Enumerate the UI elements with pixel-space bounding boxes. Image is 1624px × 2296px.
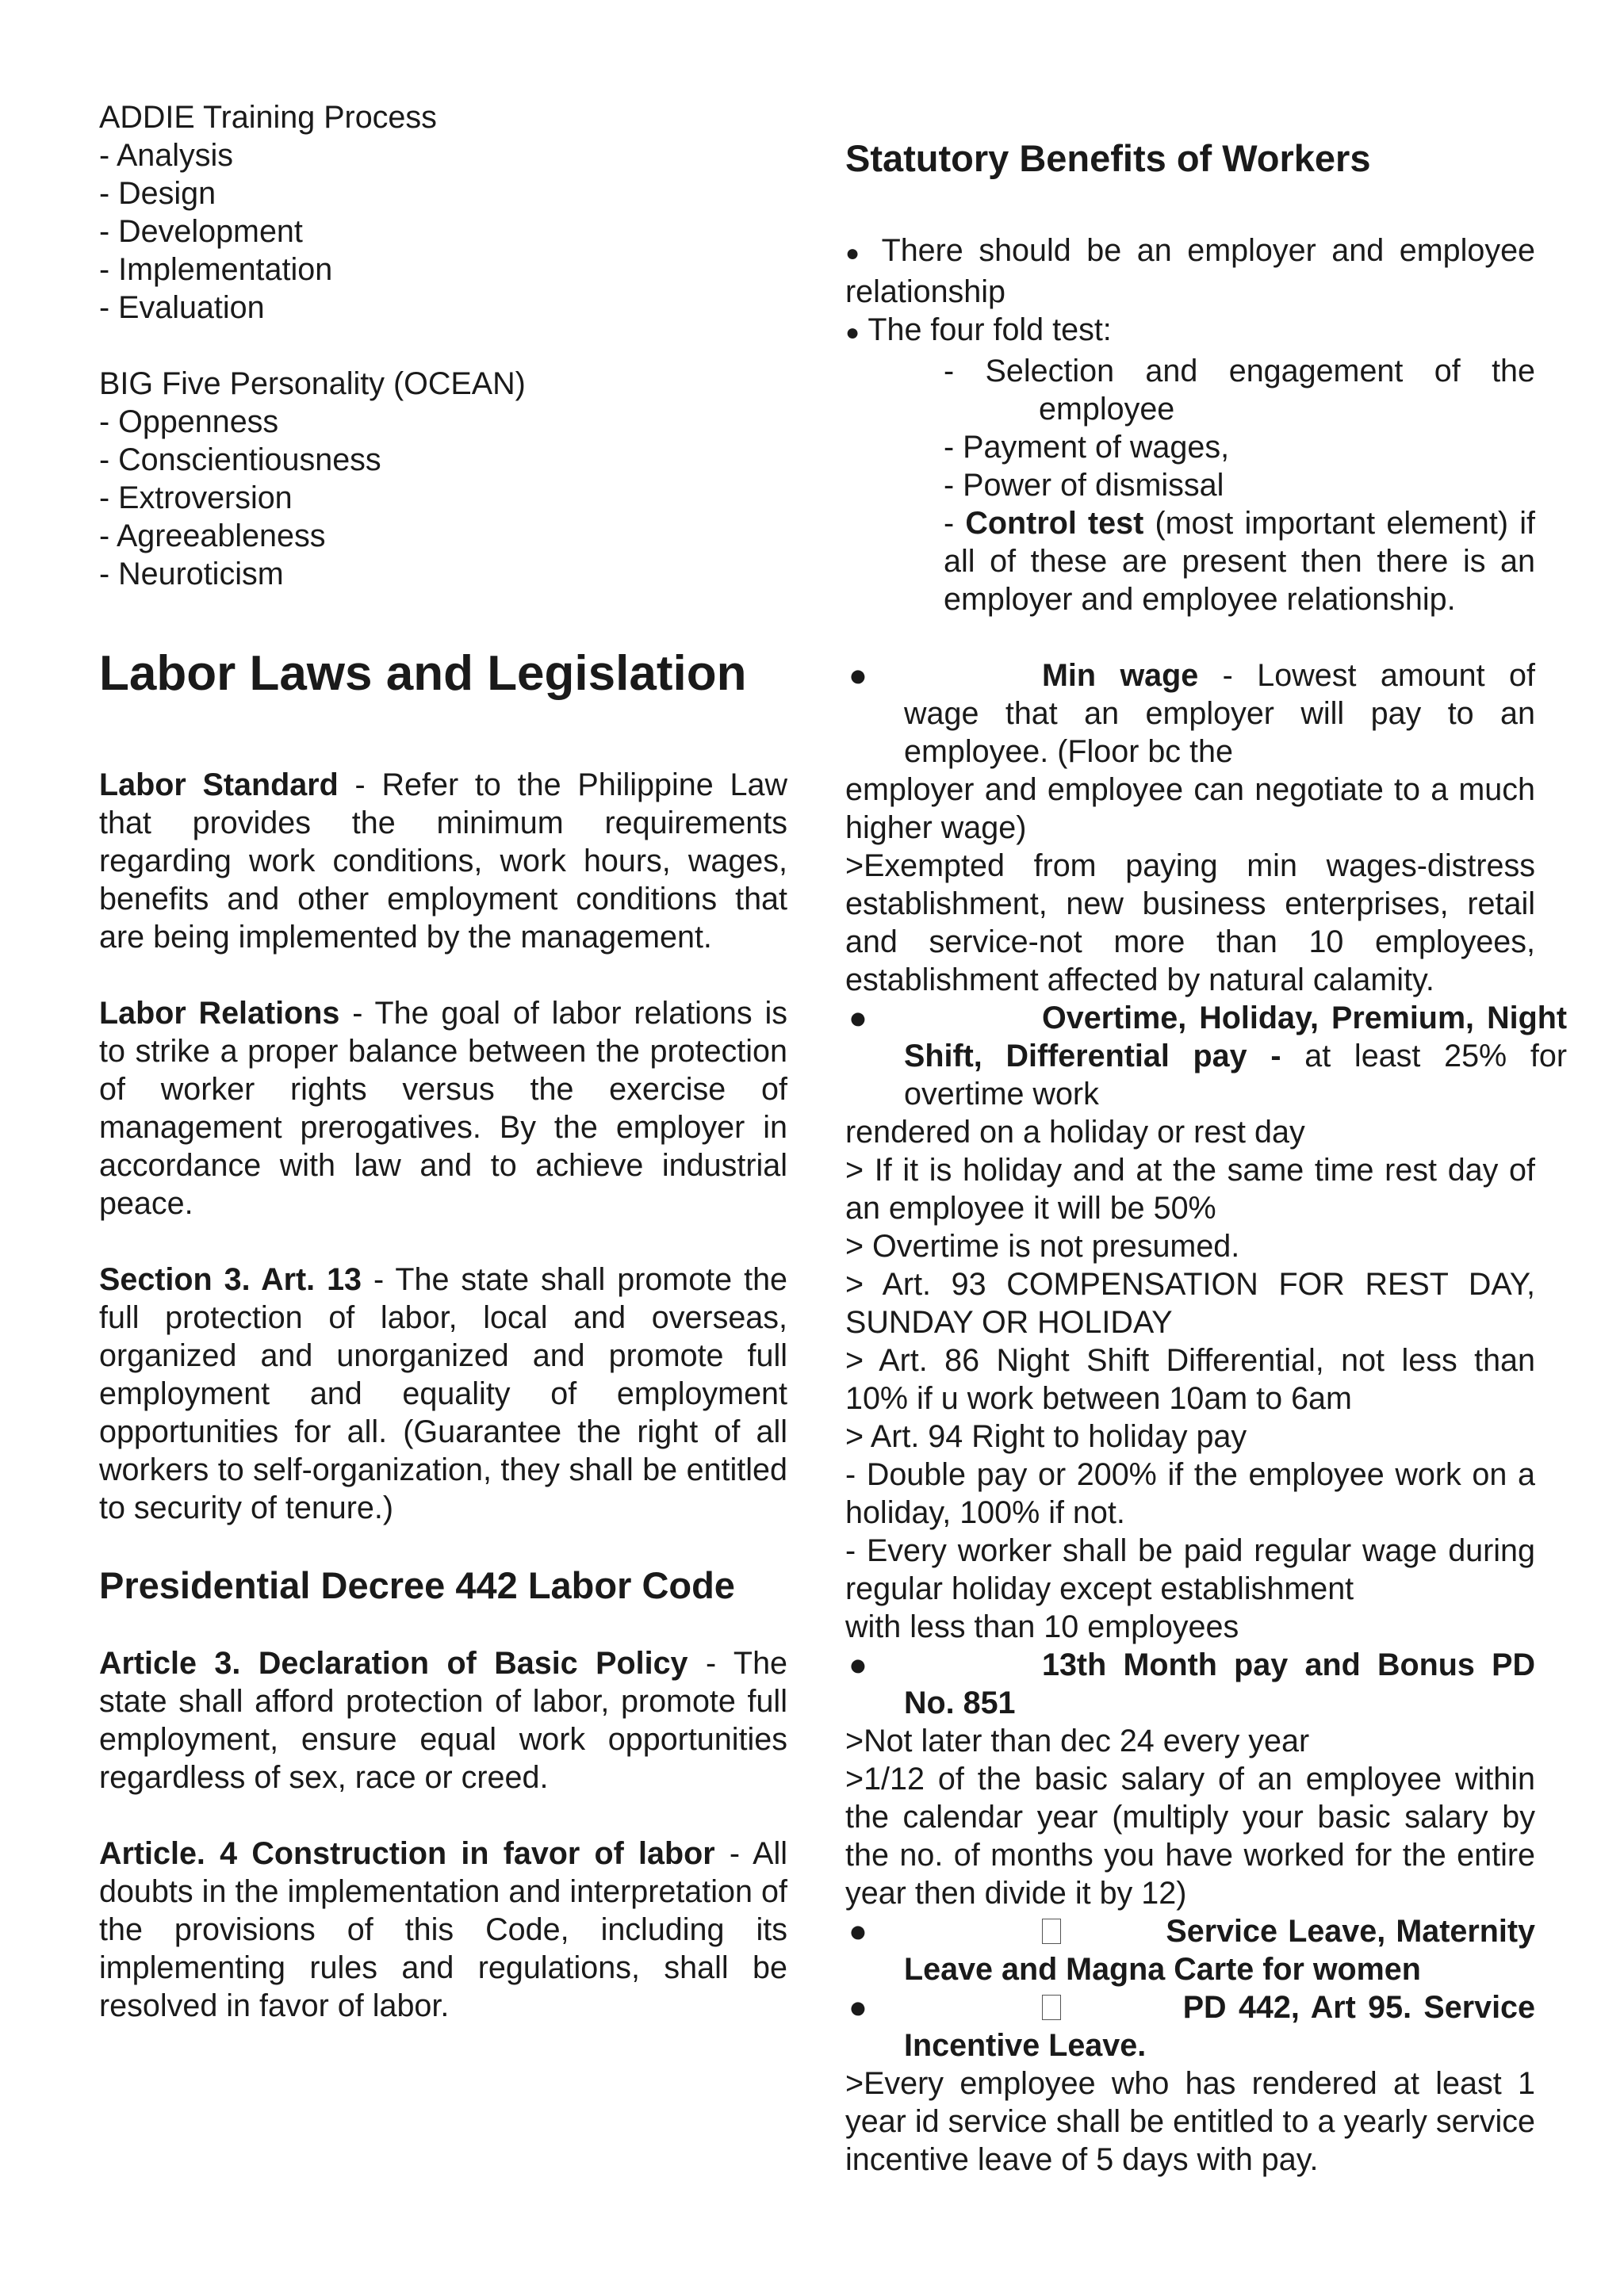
list-item: - Conscientiousness xyxy=(99,442,381,477)
bullet-icon: ● xyxy=(848,1914,868,1949)
article4-term: Article. 4 Construction in favor of labor xyxy=(99,1836,715,1871)
overtime-line: > Art. 94 Right to holiday pay xyxy=(845,1419,1247,1454)
article4-paragraph xyxy=(99,1835,787,2025)
labor-standard-paragraph xyxy=(99,766,787,956)
overtime-line: > Art. 86 Night Shift Differential, not less than 10% if u work between 10am to 6am xyxy=(845,1343,1535,1416)
labor-relations-paragraph xyxy=(99,994,787,1223)
control-test-text: (most important element) if all of these are present then there is an employer and employee relationship. xyxy=(944,506,1536,617)
labor-relations-term: Labor Relations xyxy=(99,996,340,1031)
pd442-bullet xyxy=(845,1988,1535,2064)
test-item-control xyxy=(845,504,1535,618)
min-wage-bullet xyxy=(845,656,1535,771)
min-wage-term: Min wage xyxy=(1042,658,1199,693)
overtime-bullet xyxy=(845,999,1568,1113)
list-item: - Evaluation xyxy=(99,290,265,325)
labor-standard-term: Labor Standard xyxy=(99,767,339,802)
bullet-text: There should be an employer and employee relationship xyxy=(845,233,1536,309)
bullet-icon: ● xyxy=(848,658,868,693)
labor-relations-text: - The goal of labor relations is to strike a proper balance between the protection of worker rights versus the exercise of management prerogatives. By the employer in accordance with law and to achieve industrial peace. xyxy=(99,996,787,1221)
test-item-wages: - Payment of wages, xyxy=(944,430,1230,465)
list-item: - Extroversion xyxy=(99,480,293,515)
bullet-icon: ● xyxy=(848,1001,868,1035)
bullet-four-fold xyxy=(845,311,1535,352)
test-item-dismissal: - Power of dismissal xyxy=(944,468,1224,503)
overtime-line: > Art. 93 COMPENSATION FOR REST DAY, SUNDAY OR HOLIDAY xyxy=(845,1267,1535,1340)
big-five-title: BIG Five Personality (OCEAN) xyxy=(99,366,526,401)
bullet-icon: ● xyxy=(848,1647,868,1682)
pd442-lead xyxy=(904,1988,1535,2064)
thirteenth-bullet xyxy=(845,1646,1535,1722)
article3-term: Article 3. Declaration of Basic Policy xyxy=(99,1646,688,1681)
list-item: - Agreeableness xyxy=(99,519,326,553)
test-item-selection-cont: employee xyxy=(1039,392,1175,427)
bullet-icon: ● xyxy=(848,1990,868,2025)
section3-paragraph xyxy=(99,1261,787,1527)
service-leave-term: Service Leave, Maternity Leave and Magna Carte for women xyxy=(904,1914,1535,1987)
overtime-lead xyxy=(904,999,1567,1113)
bullet-employer-relationship xyxy=(845,232,1535,311)
labor-standard-text: - Refer to the Philippine Law that provides the minimum requirements regarding work conditions, work hours, wages, benefits and other employment conditions that are being implemented by the management. xyxy=(99,767,787,955)
overtime-line: with less than 10 employees xyxy=(845,1609,1239,1644)
section3-text: - The state shall promote the full protection of labor, local and overseas, organized and unorganized and promote full employment and equality of employment opportunities for all. (Guarantee the right of all workers to self-organization, they shall be entitled to security of tenure.) xyxy=(99,1262,788,1525)
overtime-term: Overtime, Holiday, Premium, Night Shift, Differential pay - xyxy=(904,1001,1567,1073)
thirteenth-line: >1/12 of the basic salary of an employee within the calendar year (multiply your basic salary by the no. of months you have worked for the entire year then divide it by 12) xyxy=(845,1762,1535,1911)
min-wage-text: - Lowest amount of wage that an employer will pay to an employee. (Floor bc the xyxy=(904,658,1535,769)
list-item: - Oppenness xyxy=(99,404,279,439)
addie-title: ADDIE Training Process xyxy=(99,100,437,135)
pd442-line: >Every employee who has rendered at least 1 year id service shall be entitled to a yearly service incentive leave of 5 days with pay. xyxy=(845,2066,1535,2177)
statutory-heading: Statutory Benefits of Workers xyxy=(845,137,1371,179)
list-item: - Development xyxy=(99,214,303,249)
test-item-selection: - Selection and engagement of the xyxy=(944,354,1535,388)
service-leave-lead xyxy=(904,1912,1535,1988)
overtime-line: > Overtime is not presumed. xyxy=(845,1229,1240,1264)
right-column xyxy=(845,0,1568,2179)
article4-text: - All doubts in the implementation and interpretation of the provisions of this Code, including its implementing rules and regulations, shall be resolved in favor of labor. xyxy=(99,1836,787,2023)
thirteenth-lead xyxy=(904,1646,1535,1722)
service-leave-bullet xyxy=(845,1912,1535,1988)
pd-heading: Presidential Decree 442 Labor Code xyxy=(99,1564,735,1606)
checkbox-icon xyxy=(1042,1919,1061,1944)
left-column xyxy=(99,0,787,2025)
list-item: - Neuroticism xyxy=(99,557,284,591)
bullet-icon: ● xyxy=(845,240,867,266)
dash: - xyxy=(944,506,966,541)
bullet-text: The four fold test: xyxy=(868,312,1112,347)
overtime-line: rendered on a holiday or rest day xyxy=(845,1115,1305,1150)
article3-paragraph xyxy=(99,1644,787,1797)
min-wage-cont: employer and employee can negotiate to a much higher wage) xyxy=(845,772,1535,845)
labor-laws-heading: Labor Laws and Legislation xyxy=(99,646,747,701)
section3-term: Section 3. Art. 13 xyxy=(99,1262,362,1297)
min-wage-exempt: >Exempted from paying min wages-distress establishment, new business enterprises, retail and service-not more than 10 employees, establishment affected by natural calamity. xyxy=(845,848,1535,997)
thirteenth-line: >Not later than dec 24 every year xyxy=(845,1724,1310,1758)
list-item: - Implementation xyxy=(99,252,333,287)
checkbox-icon xyxy=(1042,1995,1061,2020)
overtime-line: - Every worker shall be paid regular wage during regular holiday except establishment xyxy=(845,1533,1535,1606)
list-item: - Design xyxy=(99,176,216,211)
control-test-term: Control test xyxy=(965,506,1144,541)
list-item: - Analysis xyxy=(99,138,234,173)
overtime-text: at least 25% for overtime work xyxy=(904,1039,1568,1112)
overtime-line: - Double pay or 200% if the employee work on a holiday, 100% if not. xyxy=(845,1457,1535,1530)
bullet-icon: ● xyxy=(845,320,860,346)
min-wage-lead xyxy=(904,656,1535,771)
thirteenth-term: 13th Month pay and Bonus PD No. 851 xyxy=(904,1647,1535,1720)
pd442-term: PD 442, Art 95. Service Incentive Leave. xyxy=(904,1990,1535,2063)
overtime-line: > If it is holiday and at the same time rest day of an employee it will be 50% xyxy=(845,1153,1535,1226)
article3-text: - The state shall afford protection of labor, promote full employment, ensure equal work opportunities regardless of sex, race or creed. xyxy=(99,1646,787,1795)
